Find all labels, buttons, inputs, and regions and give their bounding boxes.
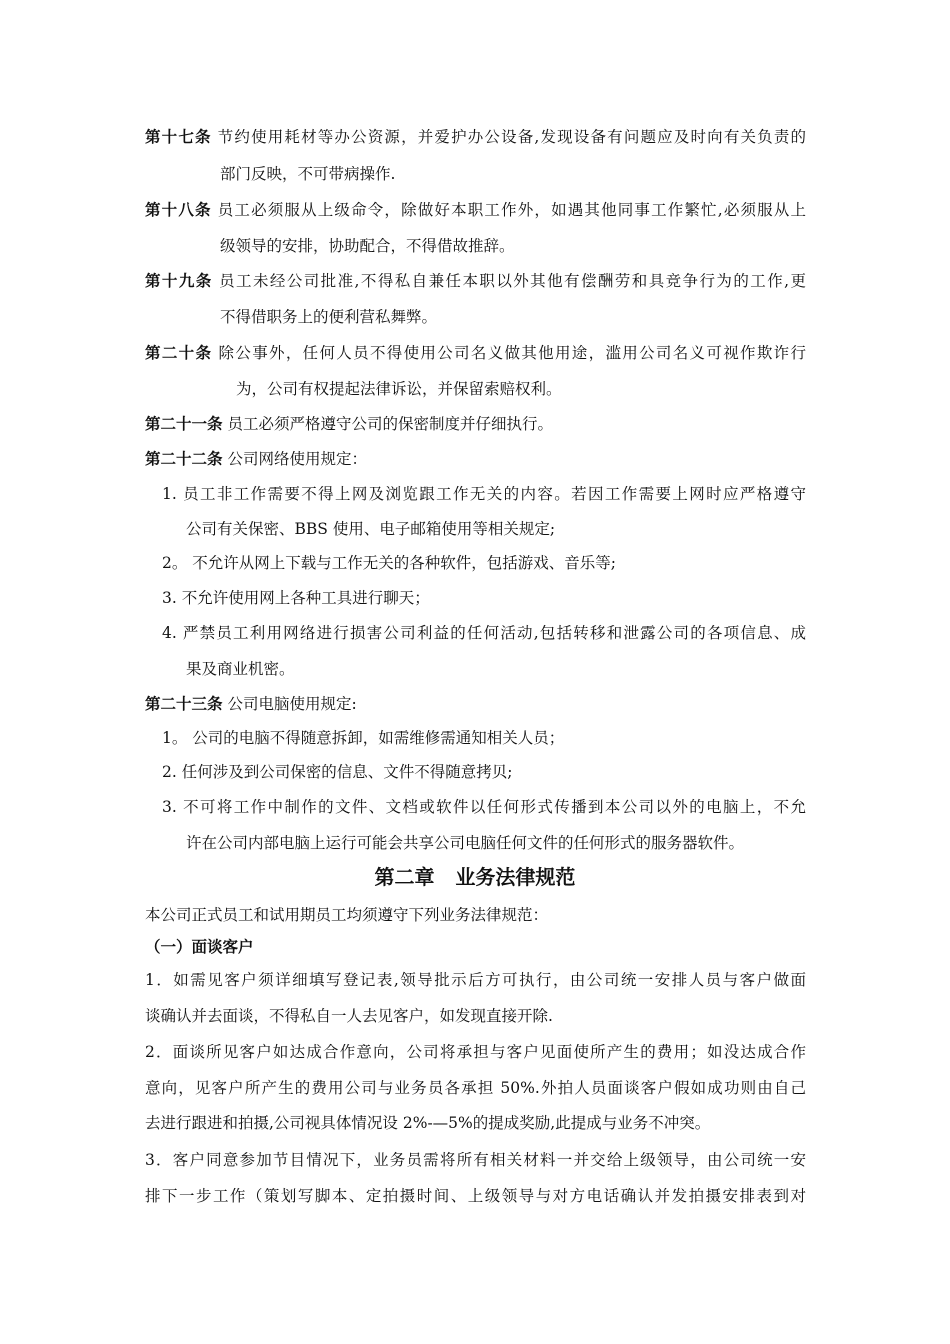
article-20-line-2: 为，公司有权提起法律诉讼，并保留索赔权利。 <box>236 380 562 398</box>
item-1-line-1: 1．如需见客户须详细填写登记表,领导批示后方可执行，由公司统一安排人员与客户做面 <box>145 971 806 989</box>
computer-rule-2: 2. 任何涉及到公司保密的信息、文件不得随意拷贝; <box>162 763 513 781</box>
article-label: 第十八条 <box>145 201 212 219</box>
network-rule-3: 3. 不允许使用网上各种工具进行聊天； <box>162 589 430 607</box>
item-3-line-1: 3．客户同意参加节目情况下，业务员需将所有相关材料一并交给上级领导，由公司统一安 <box>145 1151 806 1169</box>
article-21: 第二十一条 员工必须严格遵守公司的保密制度并仔细执行。 <box>145 415 553 433</box>
computer-rule-1: 1。 公司的电脑不得随意拆卸，如需维修需通知相关人员； <box>162 729 565 747</box>
item-1-line-2: 谈确认并去面谈，不得私自一人去见客户，如发现直接开除. <box>145 1007 553 1025</box>
article-18-line-1: 第十八条 员工必须服从上级命令，除做好本职工作外，如遇其他同事工作繁忙,必须服从上 <box>145 201 806 219</box>
network-rule-2: 2。 不允许从网上下载与工作无关的各种软件，包括游戏、音乐等; <box>162 554 617 572</box>
network-rule-1-line-1: 1. 员工非工作需要不得上网及浏览跟工作无关的内容。若因工作需要上网时应严格遵守 <box>162 485 806 503</box>
item-2-line-2: 意向，见客户所产生的费用公司与业务员各承担 50%.外拍人员面谈客户假如成功则由自己 <box>145 1079 806 1097</box>
article-label: 第二十二条 <box>145 450 223 468</box>
chapter-intro: 本公司正式员工和试用期员工均须遵守下列业务法律规范： <box>145 906 549 924</box>
article-23: 第二十三条 公司电脑使用规定: <box>145 695 357 713</box>
article-label: 第十七条 <box>145 128 212 146</box>
network-rule-4-line-2: 果及商业机密。 <box>186 660 295 678</box>
computer-rule-3-line-1: 3. 不可将工作中制作的文件、文档或软件以任何形式传播到本公司以外的电脑上，不允 <box>162 798 806 816</box>
article-label: 第二十条 <box>145 344 213 362</box>
article-19-line-1: 第十九条 员工未经公司批准,不得私自兼任本职以外其他有偿酬劳和具竞争行为的工作,更 <box>145 272 806 290</box>
network-rule-4-line-1: 4. 严禁员工利用网络进行损害公司利益的任何活动,包括转移和泄露公司的各项信息、成 <box>162 624 806 642</box>
item-2-line-1: 2．面谈所见客户如达成合作意向，公司将承担与客户见面使所产生的费用；如没达成合作 <box>145 1043 806 1061</box>
section-title: （一）面谈客户 <box>145 938 254 956</box>
article-19-line-2: 不得借职务上的便利营私舞弊。 <box>220 308 438 326</box>
item-2-line-3: 去进行跟进和拍摄,公司视具体情况设 2%-—5%的提成奖励,此提成与业务不冲突。 <box>145 1114 711 1132</box>
network-rule-1-line-2: 公司有关保密、BBS 使用、电子邮箱使用等相关规定; <box>186 520 556 538</box>
computer-rule-3-line-2: 许在公司内部电脑上运行可能会共享公司电脑任何文件的任何形式的服务器软件。 <box>186 834 745 852</box>
article-label: 第二十三条 <box>145 695 223 713</box>
item-3-line-2: 排下一步工作（策划写脚本、定拍摄时间、上级领导与对方电话确认并发拍摄安排表到对 <box>145 1187 806 1205</box>
article-18-line-2: 级领导的安排，协助配合，不得借故推辞。 <box>220 237 515 255</box>
article-17-line-2: 部门反映，不可带病操作. <box>220 165 396 183</box>
article-17-line-1: 第十七条 节约使用耗材等办公资源，并爱护办公设备,发现设备有问题应及时向有关负责的 <box>145 128 806 146</box>
article-20-line-1: 第二十条 除公事外，任何人员不得使用公司名义做其他用途，滥用公司名义可视作欺诈行 <box>145 344 806 362</box>
article-label: 第二十一条 <box>145 415 223 433</box>
article-22: 第二十二条 公司网络使用规定： <box>145 450 367 468</box>
article-label: 第十九条 <box>145 272 213 290</box>
chapter-heading: 第二章 业务法律规范 <box>374 865 576 889</box>
